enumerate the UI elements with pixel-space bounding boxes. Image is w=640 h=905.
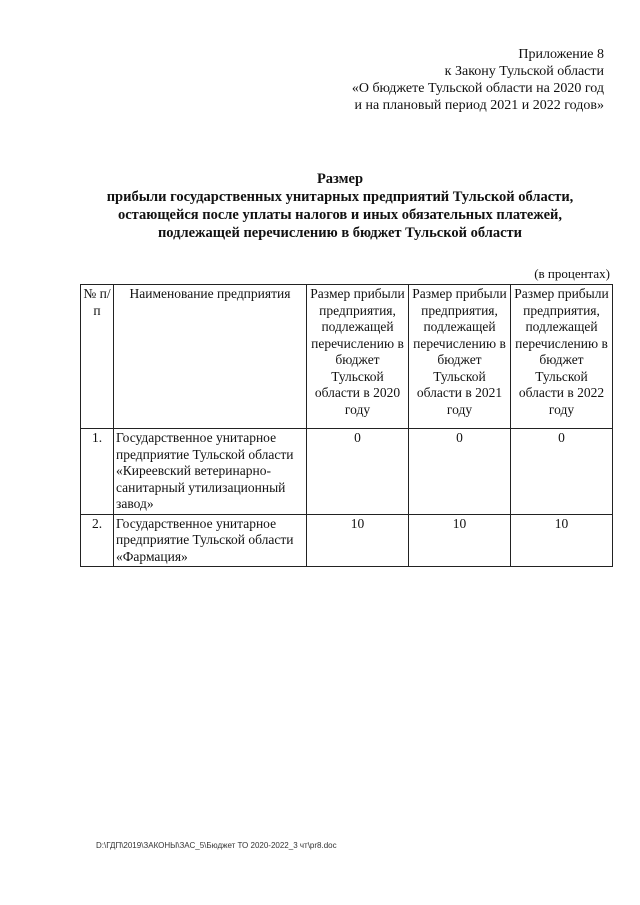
header-2021: Размер прибыли предприятия, подлежащей перечислению в бюджет Тульской области в 2021 году — [409, 285, 511, 429]
header-enterprise-name: Наименование предприятия — [114, 285, 307, 429]
annex-header — [352, 46, 604, 114]
file-path-footer: D:\ГДП\2019\ЗАКОНЫ\ЗАС_5\Бюджет ТО 2020-2022_3 чт\pr8.doc — [96, 841, 337, 850]
header-number: № п/п — [81, 285, 114, 429]
unit-note: (в процентах) — [534, 266, 610, 281]
table-row — [81, 429, 613, 515]
title-line-4: подлежащей перечислению в бюджет Тульской области — [157, 225, 523, 241]
row-value-2022: 0 — [511, 429, 613, 515]
row-value-2022: 10 — [511, 514, 613, 567]
header-2022: Размер прибыли предприятия, подлежащей перечислению в бюджет Тульской области в 2022 году — [511, 285, 613, 429]
title-line-2: прибыли государственных унитарных предприятий Тульской области, — [106, 189, 574, 205]
row-number: 1. — [81, 429, 114, 515]
row-number: 2. — [81, 514, 114, 567]
row-enterprise-name: Государственное унитарное предприятие Тульской области «Фармация» — [114, 514, 307, 567]
profit-table — [80, 284, 613, 567]
row-enterprise-name: Государственное унитарное предприятие Тульской области «Киреевский ветеринарно-санитарный утилизационный завод» — [114, 429, 307, 515]
title-line-3: остающейся после уплаты налогов и иных обязательных платежей, — [118, 207, 562, 223]
annex-law-title: «О бюджете Тульской области на 2020 год — [351, 81, 604, 96]
annex-number: Приложение 8 — [518, 47, 604, 62]
header-2020: Размер прибыли предприятия, подлежащей перечислению в бюджет Тульской области в 2020 году — [307, 285, 409, 429]
document-title — [60, 170, 620, 242]
annex-law-period: и на плановый период 2021 и 2022 годов» — [354, 98, 604, 113]
annex-law-ref: к Закону Тульской области — [444, 64, 604, 79]
row-value-2021: 10 — [409, 514, 511, 567]
row-value-2020: 10 — [307, 514, 409, 567]
title-line-1: Размер — [316, 171, 364, 187]
table-row — [81, 514, 613, 567]
row-value-2020: 0 — [307, 429, 409, 515]
row-value-2021: 0 — [409, 429, 511, 515]
table-header-row — [81, 285, 613, 429]
